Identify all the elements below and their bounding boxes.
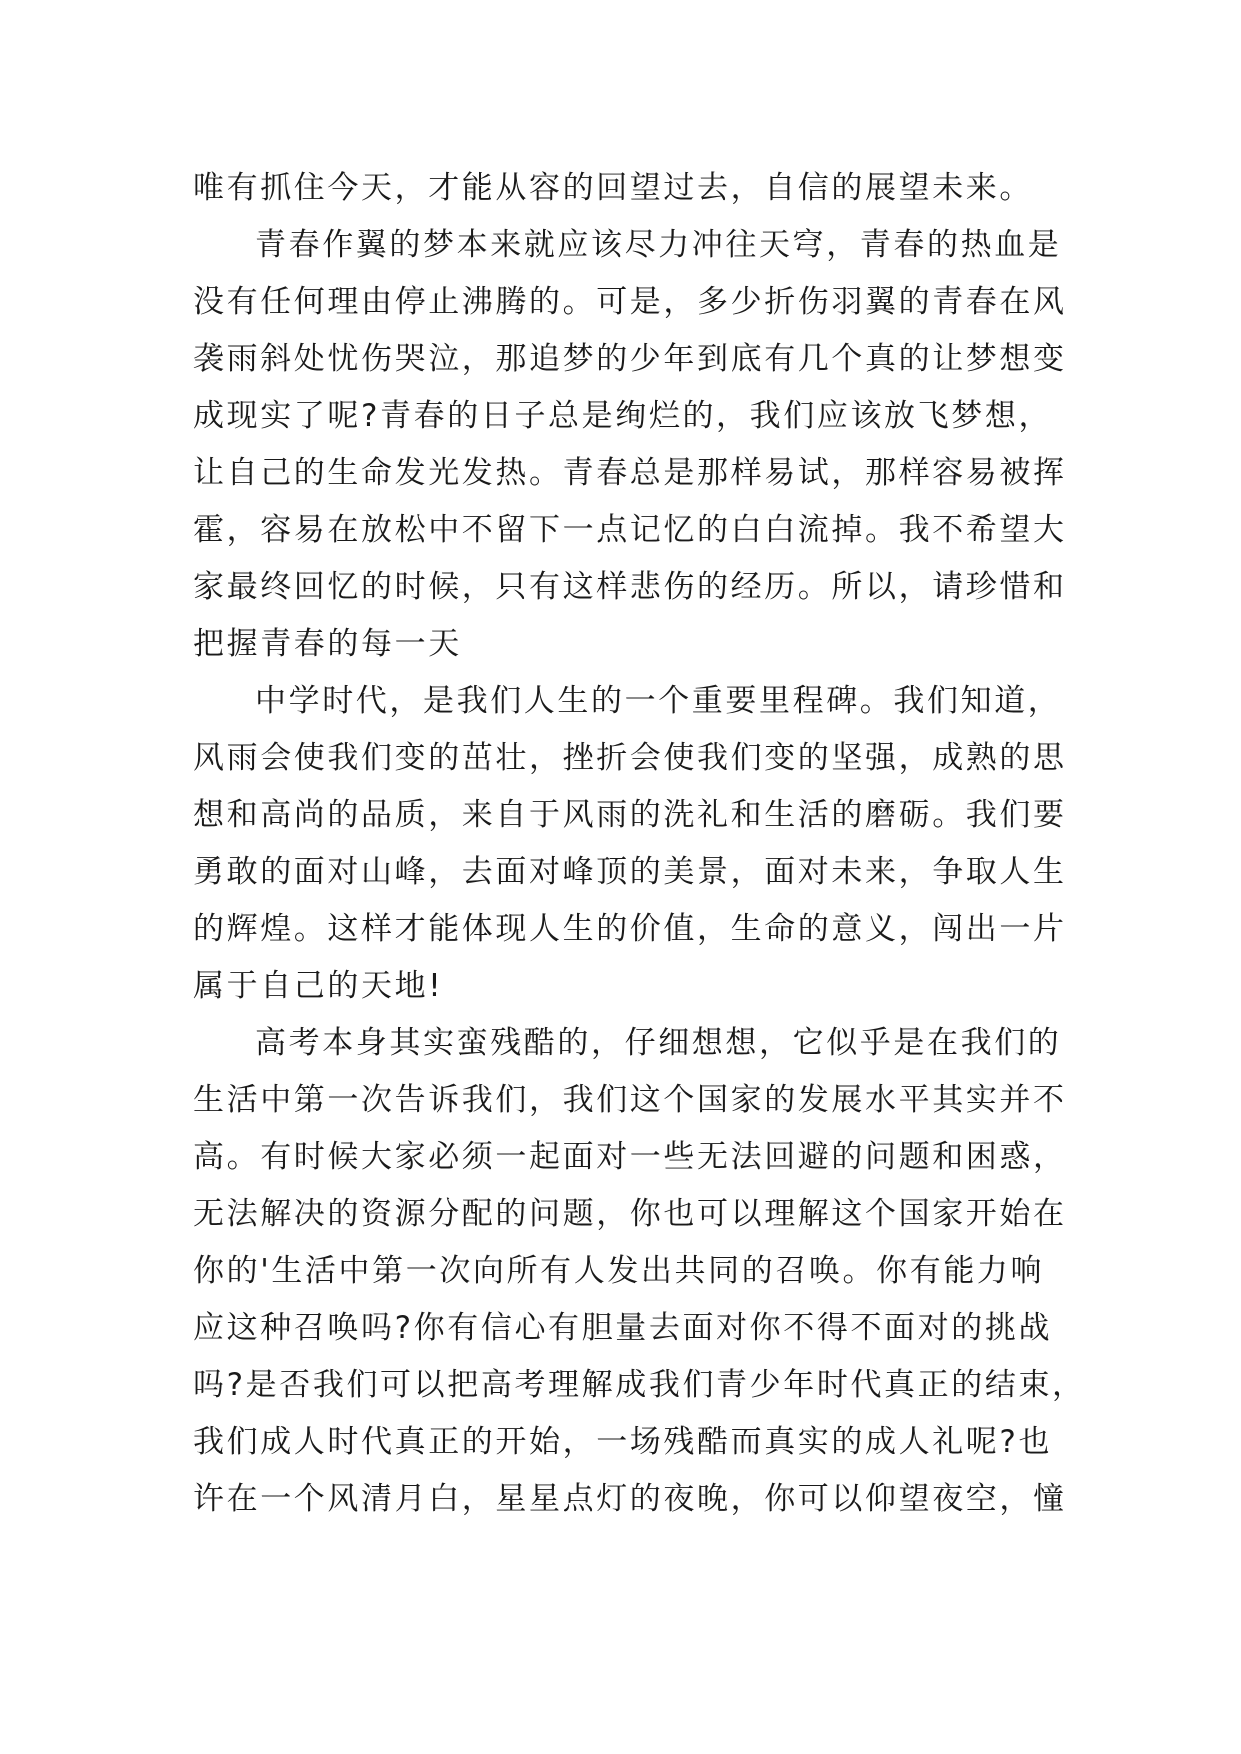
text-line: 青春作翼的梦本来就应该尽力冲往天穹，青春的热血是	[255, 227, 1062, 263]
text-line: 让自己的生命发光发热。青春总是那样易试，那样容易被挥	[193, 455, 1067, 491]
text-line: 风雨会使我们变的茁壮，挫折会使我们变的坚强，成熟的思	[193, 740, 1067, 776]
text-line: 属于自己的天地!	[193, 968, 444, 1004]
text-line: 成现实了呢?青春的日子总是绚烂的，我们应该放飞梦想，	[193, 398, 1053, 434]
text-line: 高。有时候大家必须一起面对一些无法回避的问题和困惑，	[193, 1139, 1067, 1175]
text-line: 唯有抓住今天，才能从容的回望过去，自信的展望未来。	[193, 170, 1033, 206]
text-line: 许在一个风清月白，星星点灯的夜晚，你可以仰望夜空，憧	[193, 1481, 1067, 1517]
text-line: 你的'生活中第一次向所有人发出共同的召唤。你有能力响	[193, 1253, 1045, 1289]
text-line: 袭雨斜处忧伤哭泣，那追梦的少年到底有几个真的让梦想变	[193, 341, 1067, 377]
text-line: 我们成人时代真正的开始，一场残酷而真实的成人礼呢?也	[193, 1424, 1053, 1460]
text-line: 高考本身其实蛮残酷的，仔细想想，它似乎是在我们的	[255, 1025, 1062, 1061]
text-line: 应这种召唤吗?你有信心有胆量去面对你不得不面对的挑战	[193, 1310, 1053, 1346]
text-line: 霍，容易在放松中不留下一点记忆的白白流掉。我不希望大	[193, 512, 1067, 548]
text-line: 吗?是否我们可以把高考理解成我们青少年时代真正的结束，	[193, 1367, 1086, 1403]
text-line: 无法解决的资源分配的问题，你也可以理解这个国家开始在	[193, 1196, 1067, 1232]
text-line: 中学时代，是我们人生的一个重要里程碑。我们知道，	[255, 683, 1062, 719]
text-line: 生活中第一次告诉我们，我们这个国家的发展水平其实并不	[193, 1082, 1067, 1118]
text-line: 把握青春的每一天	[193, 626, 462, 662]
text-line: 的辉煌。这样才能体现人生的价值，生命的意义，闯出一片	[193, 911, 1067, 947]
text-line: 想和高尚的品质，来自于风雨的洗礼和生活的磨砺。我们要	[193, 797, 1067, 833]
text-line: 家最终回忆的时候，只有这样悲伤的经历。所以，请珍惜和	[193, 569, 1067, 605]
text-line: 勇敢的面对山峰，去面对峰顶的美景，面对未来，争取人生	[193, 854, 1067, 890]
text-line: 没有任何理由停止沸腾的。可是，多少折伤羽翼的青春在风	[193, 284, 1067, 320]
body-text	[193, 160, 1086, 1528]
